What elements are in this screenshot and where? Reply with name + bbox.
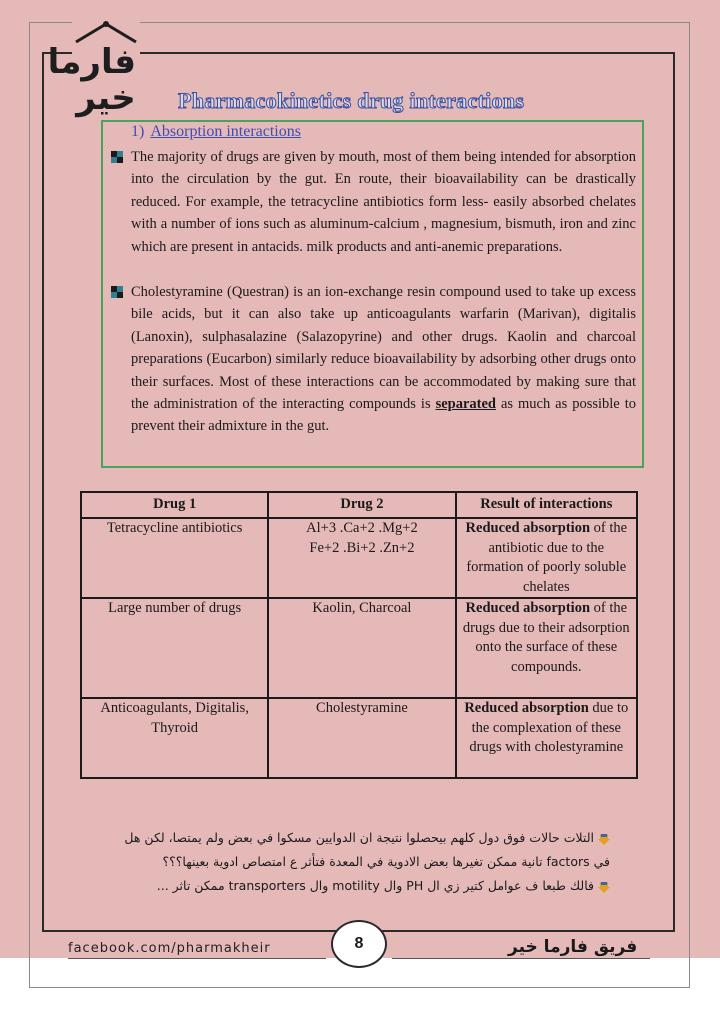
page-number: 8 [331,920,387,968]
arabic-note-1-text: التلات حالات فوق دول كلهم بيحصلوا نتيجة ان الدوايين مسكوا في بعض ولم يمتصا، لكن هل [124,830,594,845]
cell-drug-2 [268,518,455,598]
header-drug-2: Drug 2 [268,492,455,518]
result-bold: Reduced absorption [464,700,589,716]
cell-result [456,518,637,598]
cell-result [456,598,637,698]
footer-divider [68,958,326,959]
cell-drug-1: Large number of drugs [81,598,268,698]
arabic-note-1 [90,826,610,850]
emphasis-separated: separated [435,396,496,413]
logo-text: فارما خير [47,42,136,118]
arabic-note-3 [90,874,610,898]
footer-divider [392,958,650,959]
header-result: Result of interactions [456,492,637,518]
table-row [81,598,637,698]
ions-line-1: Al+3 .Ca+2 .Mg+2 [306,520,418,536]
pharma-kheir-logo [47,20,140,120]
page-title: Pharmacokinetics drug interactions [178,88,525,113]
table-row [81,518,637,598]
paragraph-2-tail: as much as possible to prevent their admixture in the gut. [131,396,636,435]
logo-roof-icon [72,20,140,44]
paragraph-1: The majority of drugs are given by mouth, most of them being intended for absorption into the circulation by the gut. En route, their bioavailability can be drastically reduced. For example, the tetracycline antibiotics form less- easily absorbed chelates with a number of ions such as aluminum-calcium , magnesium, bismuth, iron and zinc which are present in antacids. milk products and anti-anemic preparations. [131,149,636,255]
table-row [81,698,637,778]
arrow-down-icon [598,833,610,845]
paragraph-2 [131,281,636,438]
team-name: فريق فارما خير [508,937,638,957]
bullet-icon [111,151,123,163]
cell-result [456,698,637,778]
header-drug-1: Drug 1 [81,492,268,518]
section-heading [131,123,301,141]
arabic-note-2: في factors تانية ممكن تغيرها بعض الادوية في المعدة فتأثر ع امتصاص ادوية بعينها؟؟؟ [162,854,610,869]
section-number: 1) [131,123,145,140]
cell-drug-1: Anticoagulants, Digitalis, Thyroid [81,698,268,778]
result-text: due to the complexation of these drugs with cholestyramine [469,700,629,755]
interactions-table [80,491,638,779]
facebook-link[interactable]: facebook.com/pharmakheir [68,941,271,956]
paragraph-2-text: Cholestyramine (Questran) is an ion-exchange resin compound used to take up excess bile acids, but it can also take up anticoagulants warfarin (Marivan), digitalis (Lanoxin), sulphasalazine (Salazopyrine) and other drugs. Kaolin and charcoal preparations (Eucarbon) similarly reduce bioavailability by adsorbing other drugs onto their surfaces. Most of these interactions can be accommodated by making sure that the administration of the interacting compounds is [131,284,636,413]
cell-drug-2: Cholestyramine [268,698,455,778]
ions-line-2: Fe+2 .Bi+2 .Zn+2 [309,539,415,556]
table-header-row [81,492,637,518]
arrow-down-icon [598,881,610,893]
result-bold: Reduced absorption [465,520,591,536]
result-text: of the antibiotic due to the formation of poorly soluble chelates [466,520,628,595]
result-text: of the drugs due to their adsorption onto the surface of these compounds. [462,600,630,675]
section-heading-text: Absorption interactions [150,123,301,140]
arabic-note-3-text: فالك طبعا ف عوامل كتير زي ال PH وال motility وال transporters ممكن تاثر ... [156,878,594,893]
result-bold: Reduced absorption [465,600,591,616]
bullet-icon [111,286,123,298]
cell-drug-1: Tetracycline antibiotics [81,518,268,598]
cell-drug-2: Kaolin, Charcoal [268,598,455,698]
